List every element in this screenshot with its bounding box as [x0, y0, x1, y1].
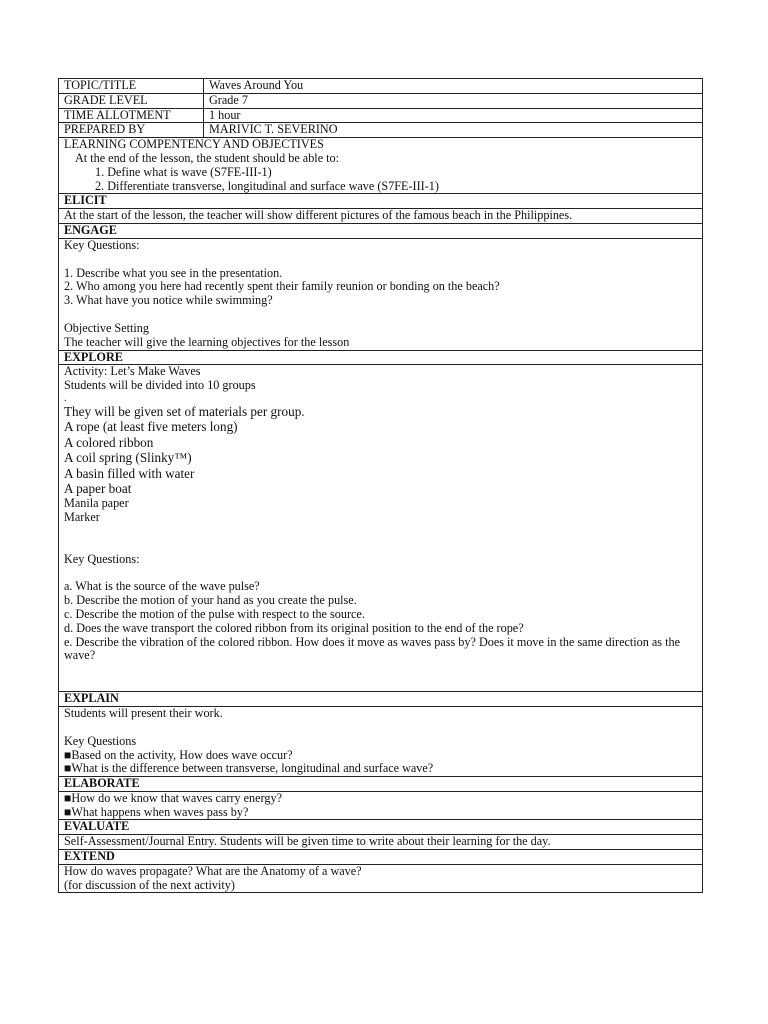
extend-body [59, 864, 703, 893]
elaborate-question: ■What happens when waves pass by? [64, 804, 249, 819]
info-label: TIME ALLOTMENT [59, 108, 204, 123]
objective-setting-text: The teacher will give the learning objectives for the lesson [64, 334, 350, 349]
info-row-prepared-by [59, 123, 703, 138]
materials-intro: They will be given set of materials per group. [64, 403, 305, 419]
objective-item: 2. Differentiate transverse, longitudinal and surface wave (S7FE-III-1) [95, 178, 439, 193]
explore-question: b. Describe the motion of your hand as you create the pulse. [64, 593, 357, 608]
material-item: A colored ribbon [64, 434, 154, 450]
explain-body-row [59, 706, 703, 776]
stray-dot: . [64, 392, 67, 404]
info-value: 1 hour [204, 108, 703, 123]
spacer [64, 721, 696, 735]
info-label: PREPARED BY [59, 123, 204, 138]
engage-body-row [59, 238, 703, 350]
elicit-heading: ELICIT [59, 194, 703, 209]
engage-question: 3. What have you notice while swimming? [64, 293, 273, 308]
evaluate-body-row [59, 835, 703, 850]
spacer [64, 677, 696, 691]
spacer [64, 525, 696, 539]
explore-heading-row [59, 350, 703, 365]
explain-question: ■What is the difference between transverse, longitudinal and surface wave? [64, 761, 434, 776]
explain-body [59, 706, 703, 776]
extend-heading: EXTEND [59, 850, 703, 865]
explore-question: c. Describe the motion of the pulse with respect to the source. [64, 606, 365, 621]
extend-body-row [59, 864, 703, 893]
extend-heading-row [59, 850, 703, 865]
engage-heading: ENGAGE [59, 223, 703, 238]
elicit-body-row [59, 209, 703, 224]
groups-text: Students will be divided into 10 groups [64, 378, 256, 393]
objectives-intro: At the end of the lesson, the student should be able to: [75, 150, 340, 165]
spacer [64, 308, 696, 322]
material-item: A coil spring (Slinky™) [64, 450, 192, 466]
info-row-time-allotment [59, 108, 703, 123]
elaborate-body [59, 791, 703, 820]
explain-heading: EXPLAIN [59, 692, 703, 707]
objectives-section [59, 138, 703, 194]
material-item: A rope (at least five meters long) [64, 419, 238, 435]
elaborate-heading: ELABORATE [59, 777, 703, 792]
engage-question: 1. Describe what you see in the presentation. [64, 265, 283, 280]
spacer [64, 566, 696, 580]
elaborate-heading-row [59, 777, 703, 792]
explain-heading-row [59, 692, 703, 707]
objectives-cell [59, 138, 703, 194]
info-value: Grade 7 [204, 93, 703, 108]
info-label: TOPIC/TITLE [59, 79, 204, 94]
material-item: A basin filled with water [64, 465, 195, 481]
key-questions-label: Key Questions [64, 733, 137, 748]
evaluate-heading: EVALUATE [59, 820, 703, 835]
info-value: MARIVIC T. SEVERINO [204, 123, 703, 138]
activity-title: Activity: Let’s Make Waves [64, 364, 201, 379]
extend-line: (for discussion of the next activity) [64, 877, 235, 892]
explore-question: e. Describe the vibration of the colored ribbon. How does it move as waves pass by? Does it move in the same direction as the wave? [64, 634, 680, 663]
explore-body-row [59, 365, 703, 692]
key-questions-label: Key Questions: [64, 551, 140, 566]
elicit-heading-row [59, 194, 703, 209]
explore-heading: EXPLORE [59, 350, 703, 365]
extend-line: How do waves propagate? What are the Anatomy of a wave? [64, 864, 362, 878]
explain-question: ■Based on the activity, How does wave occur? [64, 747, 293, 762]
info-row-grade-level [59, 93, 703, 108]
key-questions-label: Key Questions: [64, 238, 140, 252]
objectives-title: LEARNING COMPENTENCY AND OBJECTIVES [64, 137, 324, 152]
explore-body [59, 365, 703, 692]
info-label: GRADE LEVEL [59, 93, 204, 108]
info-row-topic [59, 79, 703, 94]
explore-question: d. Does the wave transport the colored ribbon from its original position to the end of the rope? [64, 620, 524, 635]
explore-question: a. What is the source of the wave pulse? [64, 579, 260, 594]
info-value: Waves Around You [204, 79, 703, 94]
elaborate-body-row [59, 791, 703, 820]
engage-heading-row [59, 223, 703, 238]
spacer [64, 253, 696, 267]
material-item: Manila paper [64, 495, 129, 510]
lesson-plan-table [58, 78, 703, 893]
material-item: A paper boat [64, 481, 132, 497]
elicit-text: At the start of the lesson, the teacher will show different pictures of the famous beach in the Philippines. [59, 209, 703, 224]
evaluate-heading-row [59, 820, 703, 835]
engage-question: 2. Who among you here had recently spent their family reunion or bonding on the beach? [64, 279, 500, 294]
explain-text: Students will present their work. [64, 706, 223, 720]
spacer [64, 663, 696, 677]
engage-body [59, 238, 703, 350]
evaluate-text: Self-Assessment/Journal Entry. Students will be given time to write about their learning for the day. [59, 835, 703, 850]
material-item: Marker [64, 509, 100, 524]
objective-item: 1. Define what is wave (S7FE-III-1) [95, 164, 272, 179]
objective-setting-label: Objective Setting [64, 320, 149, 335]
elaborate-question: ■How do we know that waves carry energy? [64, 791, 282, 805]
spacer [64, 539, 696, 553]
